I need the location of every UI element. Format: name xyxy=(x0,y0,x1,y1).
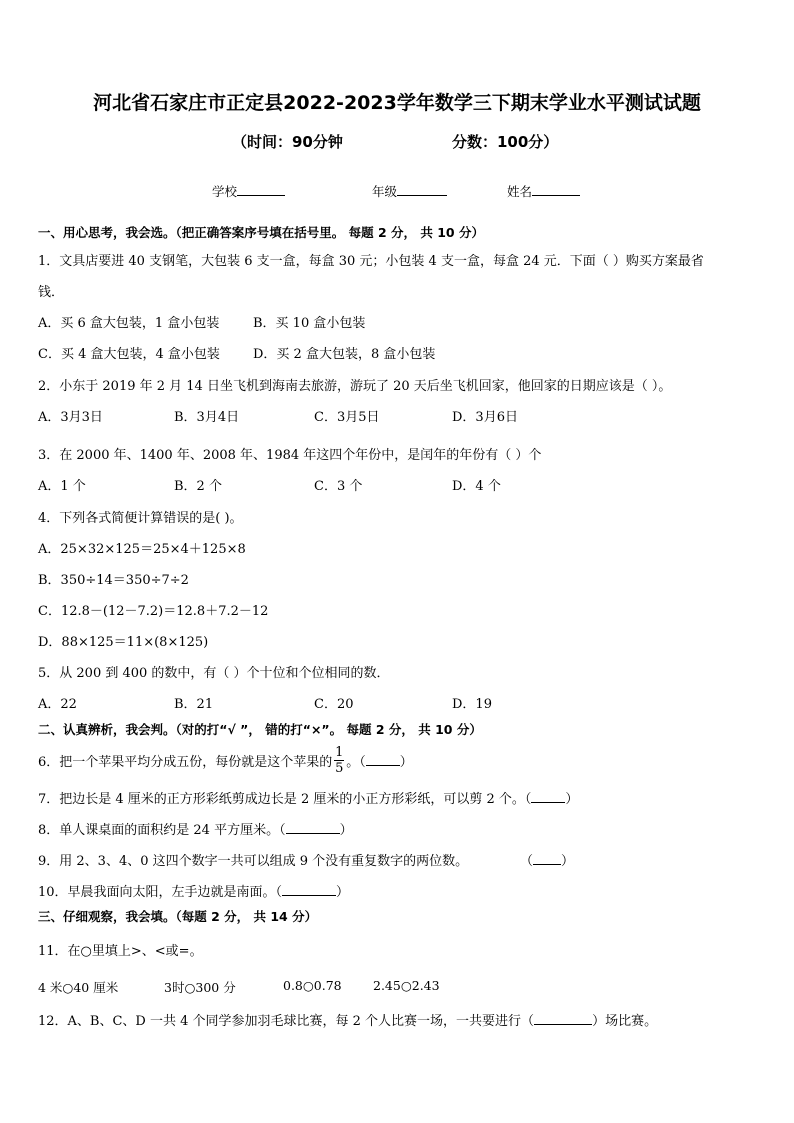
question-5-option-b: B．21 xyxy=(174,697,214,712)
name-field xyxy=(507,182,580,200)
question-9-answer-blank[interactable] xyxy=(533,854,561,865)
document-title: 河北省石家庄市正定县2022-2023学年数学三下期末学业水平测试试题 xyxy=(93,92,701,114)
question-2-option-c: C．3月5日 xyxy=(314,410,380,425)
question-6-text: 6．把一个苹果平均分成五份，每份就是这个苹果的 xyxy=(38,754,333,770)
question-4-option-d: D．88×125＝11×(8×125) xyxy=(38,635,209,650)
question-8-paren-close: ） xyxy=(339,823,353,838)
question-3-text: 3．在 2000 年、1400 年、2008 年、1984 年这四个年份中，是闰年的年份有（ ）个 xyxy=(38,448,542,463)
question-8 xyxy=(38,819,353,838)
time-label: （时间：90分钟 xyxy=(232,133,343,151)
question-2-text: 2．小东于 2019 年 2 月 14 日坐飞机到海南去旅游，游玩了 20 天后坐飞机回家，他回家的日期应该是（ ）。 xyxy=(38,379,672,394)
score-label: 分数：100分） xyxy=(452,133,559,151)
question-1-text: 1．文具店要进 40 支钢笔，大包装 6 支一盒，每盒 30 元；小包装 4 支一盒，每盒 24 元．下面（ ）购买方案最省 xyxy=(38,254,704,269)
question-2-option-d: D．3月6日 xyxy=(452,410,518,425)
question-3-option-c: C．3 个 xyxy=(314,479,363,494)
question-6-paren-open: 。（ xyxy=(346,754,366,770)
question-10-paren-close: ） xyxy=(336,885,350,900)
question-4-option-c: C．12.8－(12－7.2)＝12.8＋7.2－12 xyxy=(38,604,269,619)
question-11-item-b: 3时○300 分 xyxy=(164,980,236,995)
question-12 xyxy=(38,1010,657,1029)
question-11-item-a: 4 米○40 厘米 xyxy=(38,980,119,995)
question-11-text: 11．在○里填上>、<或=。 xyxy=(38,944,203,959)
question-4-option-b: B．350÷14＝350÷7÷2 xyxy=(38,573,189,588)
question-3-option-d: D．4 个 xyxy=(452,479,501,494)
question-2-option-a: A．3月3日 xyxy=(38,410,103,425)
question-8-text: 8．单人课桌面的面积约是 24 平方厘米。（ xyxy=(38,823,286,838)
question-5-option-a: A．22 xyxy=(38,697,77,712)
question-3-option-b: B．2 个 xyxy=(174,479,222,494)
question-11-item-d: 2.45○2.43 xyxy=(373,978,440,993)
section-3-heading: 三、仔细观察，我会填。（每题 2 分， 共 14 分） xyxy=(38,909,318,924)
school-blank xyxy=(237,183,285,196)
question-1-option-a: A．买 6 盒大包装，1 盒小包装 xyxy=(38,316,220,331)
section-2-heading: 二、认真辨析，我会判。（对的打“√ ”， 错的打“×”。 每题 2 分， 共 10 分） xyxy=(38,722,482,737)
question-5-option-d: D．19 xyxy=(452,697,492,712)
question-9-paren-open: （ xyxy=(520,854,534,869)
question-4-text: 4．下列各式简便计算错误的是( )。 xyxy=(38,511,243,526)
question-5-option-c: C．20 xyxy=(314,697,354,712)
question-7 xyxy=(38,788,578,807)
grade-field xyxy=(372,182,447,200)
grade-blank xyxy=(397,183,447,196)
question-11-item-c: 0.8○0.78 xyxy=(283,978,342,993)
school-field xyxy=(212,182,285,200)
name-blank xyxy=(532,183,580,196)
question-12-text: 12．A、B、C、D 一共 4 个同学参加羽毛球比赛，每 2 个人比赛一场，一共要进行（ xyxy=(38,1014,535,1029)
name-label: 姓名 xyxy=(507,184,533,199)
question-12-answer-blank[interactable] xyxy=(534,1014,592,1025)
question-10-answer-blank[interactable] xyxy=(282,885,336,896)
question-1-option-c: C．买 4 盒大包装，4 盒小包装 xyxy=(38,347,220,362)
fraction-numerator: 1 xyxy=(335,744,344,760)
question-2-option-b: B．3月4日 xyxy=(174,410,240,425)
question-8-answer-blank[interactable] xyxy=(286,823,340,834)
question-12-paren-close: ）场比赛。 xyxy=(592,1014,658,1029)
question-6 xyxy=(38,742,413,778)
question-10-text: 10．早晨我面向太阳，左手边就是南面。（ xyxy=(38,885,283,900)
question-4-option-a: A．25×32×125＝25×4＋125×8 xyxy=(38,542,246,557)
question-9-text: 9．用 2、3、4、0 这四个数字一共可以组成 9 个没有重复数字的两位数。 xyxy=(38,854,469,869)
question-7-paren-close: ） xyxy=(565,792,579,807)
fraction-one-fifth xyxy=(334,745,344,776)
question-9-paren-close: ） xyxy=(561,854,575,869)
question-1-option-b: B．买 10 盒小包装 xyxy=(253,316,366,331)
school-label: 学校 xyxy=(212,184,238,199)
grade-label: 年级 xyxy=(372,184,398,199)
question-3-option-a: A．1 个 xyxy=(38,479,86,494)
question-6-paren-close: ） xyxy=(399,754,413,770)
question-1-option-d: D．买 2 盒大包装，8 盒小包装 xyxy=(253,347,436,362)
question-6-answer-blank[interactable] xyxy=(366,755,400,766)
question-5-text: 5．从 200 到 400 的数中，有（ ）个十位和个位相同的数． xyxy=(38,666,390,681)
section-1-heading: 一、用心思考，我会选。（把正确答案序号填在括号里。 每题 2 分， 共 10 分） xyxy=(38,225,484,240)
fraction-denominator: 5 xyxy=(335,760,344,776)
question-1-text-cont: 钱． xyxy=(38,285,65,300)
question-7-answer-blank[interactable] xyxy=(531,792,565,803)
question-7-text: 7．把边长是 4 厘米的正方形彩纸剪成边长是 2 厘米的小正方形彩纸，可以剪 2 个。（ xyxy=(38,792,532,807)
question-9-answer xyxy=(520,850,574,869)
question-10 xyxy=(38,881,349,900)
